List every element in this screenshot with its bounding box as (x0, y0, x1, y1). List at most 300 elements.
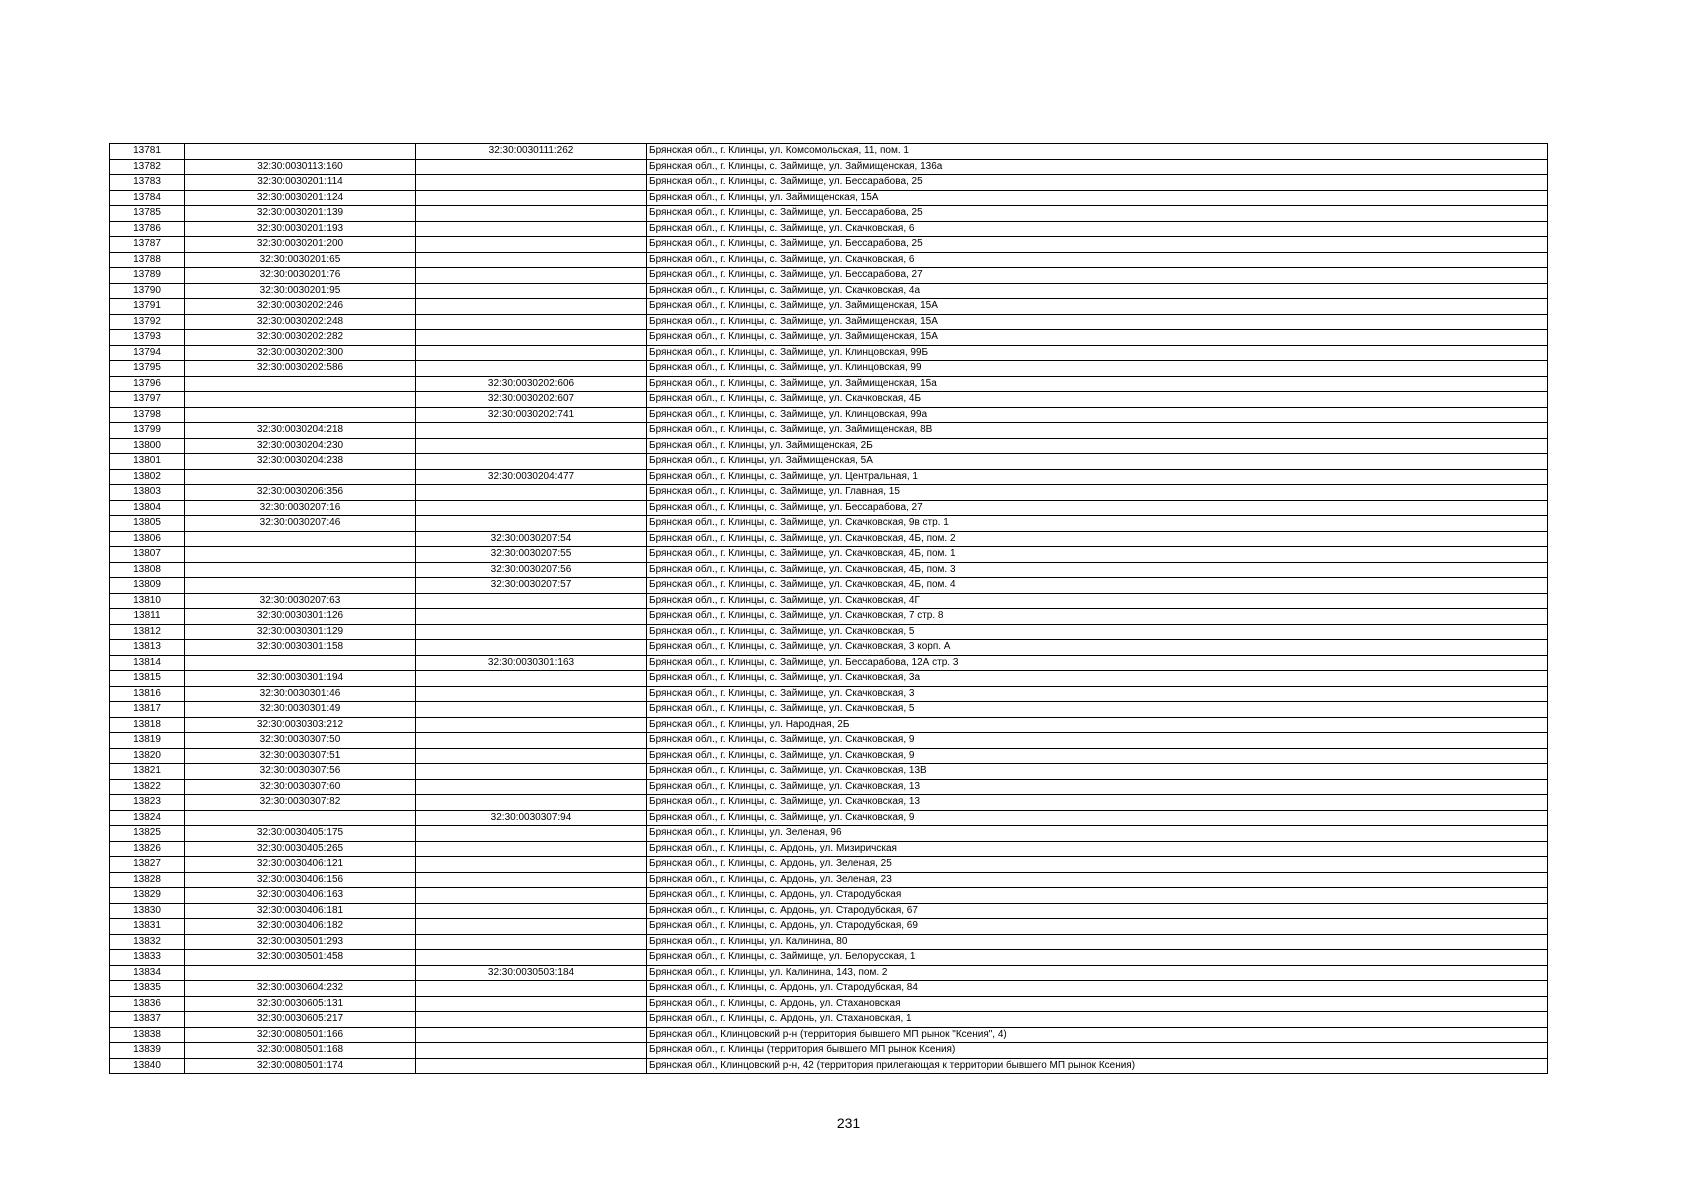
row-number-cell: 13794 (110, 345, 185, 361)
table-row (110, 175, 1548, 191)
cadastral-number-alt-cell (416, 764, 647, 780)
cadastral-number-cell: 32:30:0030202:300 (185, 345, 416, 361)
address-cell: Брянская обл., г. Клинцы, с. Займище, ул. Займищенская, 136а (647, 159, 1548, 175)
cadastral-number-cell: 32:30:0030113:160 (185, 159, 416, 175)
cadastral-number-cell (185, 655, 416, 671)
cadastral-number-cell: 32:30:0030406:181 (185, 903, 416, 919)
row-number-cell: 13834 (110, 965, 185, 981)
cadastral-number-cell: 32:30:0030204:238 (185, 454, 416, 470)
row-number-cell: 13785 (110, 206, 185, 222)
cadastral-number-cell: 32:30:0030207:63 (185, 593, 416, 609)
address-cell: Брянская обл., г. Клинцы, с. Займище, ул. Бессарабова, 25 (647, 175, 1548, 191)
address-cell: Брянская обл., г. Клинцы, с. Займище, ул. Скачковская, 5 (647, 702, 1548, 718)
table-row (110, 144, 1548, 160)
cadastral-number-cell (185, 547, 416, 563)
cadastral-number-cell (185, 562, 416, 578)
cadastral-number-cell: 32:30:0030201:114 (185, 175, 416, 191)
table-row (110, 686, 1548, 702)
cadastral-number-cell: 32:30:0080501:174 (185, 1058, 416, 1074)
cadastral-number-cell: 32:30:0030604:232 (185, 981, 416, 997)
table-row (110, 578, 1548, 594)
cadastral-number-cell: 32:30:0030201:95 (185, 283, 416, 299)
address-cell: Брянская обл., г. Клинцы, с. Ардонь, ул. Стародубская (647, 888, 1548, 904)
cadastral-number-cell: 32:30:0030301:129 (185, 624, 416, 640)
cadastral-number-alt-cell (416, 485, 647, 501)
table-row (110, 206, 1548, 222)
cadastral-number-cell: 32:30:0030207:16 (185, 500, 416, 516)
table-row (110, 593, 1548, 609)
table-row (110, 1058, 1548, 1074)
row-number-cell: 13838 (110, 1027, 185, 1043)
table-row (110, 438, 1548, 454)
table-row (110, 934, 1548, 950)
row-number-cell: 13787 (110, 237, 185, 253)
address-cell: Брянская обл., г. Клинцы, с. Ардонь, ул. Стахановская, 1 (647, 1012, 1548, 1028)
table-row (110, 1027, 1548, 1043)
table-row (110, 268, 1548, 284)
cadastral-number-cell: 32:30:0030201:76 (185, 268, 416, 284)
table-row (110, 748, 1548, 764)
address-cell: Брянская обл., г. Клинцы, с. Займище, ул. Скачковская, 4Б, пом. 2 (647, 531, 1548, 547)
cadastral-number-alt-cell (416, 872, 647, 888)
address-cell: Брянская обл., г. Клинцы, с. Ардонь, ул. Стахановская (647, 996, 1548, 1012)
table-row (110, 640, 1548, 656)
table-row (110, 1043, 1548, 1059)
cadastral-number-cell (185, 578, 416, 594)
cadastral-number-alt-cell (416, 516, 647, 532)
cadastral-number-alt-cell (416, 159, 647, 175)
address-cell: Брянская обл., г. Клинцы, с. Займище, ул. Скачковская, 4Г (647, 593, 1548, 609)
table-row (110, 485, 1548, 501)
table-row (110, 733, 1548, 749)
cadastral-number-alt-cell (416, 438, 647, 454)
table-row (110, 407, 1548, 423)
cadastral-number-alt-cell (416, 903, 647, 919)
cadastral-number-alt-cell: 32:30:0030202:741 (416, 407, 647, 423)
cadastral-number-alt-cell: 32:30:0030301:163 (416, 655, 647, 671)
address-cell: Брянская обл., г. Клинцы, с. Займище, ул. Бессарабова, 25 (647, 206, 1548, 222)
address-cell: Брянская обл., г. Клинцы, с. Займище, ул. Бессарабова, 27 (647, 500, 1548, 516)
cadastral-number-alt-cell (416, 345, 647, 361)
cadastral-number-alt-cell (416, 361, 647, 377)
cadastral-number-alt-cell: 32:30:0030202:606 (416, 376, 647, 392)
row-number-cell: 13816 (110, 686, 185, 702)
cadastral-number-cell: 32:30:0030201:200 (185, 237, 416, 253)
table-row (110, 361, 1548, 377)
address-cell: Брянская обл., г. Клинцы, с. Займище, ул. Займищенская, 8В (647, 423, 1548, 439)
row-number-cell: 13782 (110, 159, 185, 175)
cadastral-number-alt-cell (416, 779, 647, 795)
cadastral-number-alt-cell (416, 330, 647, 346)
address-cell: Брянская обл., г. Клинцы, ул. Займищенская, 15А (647, 190, 1548, 206)
cadastral-number-cell: 32:30:0030406:121 (185, 857, 416, 873)
table-row (110, 500, 1548, 516)
row-number-cell: 13797 (110, 392, 185, 408)
address-cell: Брянская обл., г. Клинцы, ул. Займищенская, 5А (647, 454, 1548, 470)
table-row (110, 314, 1548, 330)
address-cell: Брянская обл., г. Клинцы, с. Займище, ул. Клинцовская, 99а (647, 407, 1548, 423)
page-number: 231 (836, 1115, 861, 1131)
cadastral-number-alt-cell (416, 175, 647, 191)
address-cell: Брянская обл., г. Клинцы, с. Займище, ул. Скачковская, 7 стр. 8 (647, 609, 1548, 625)
cadastral-number-alt-cell (416, 237, 647, 253)
row-number-cell: 13789 (110, 268, 185, 284)
cadastral-number-alt-cell (416, 733, 647, 749)
cadastral-number-alt-cell: 32:30:0030202:607 (416, 392, 647, 408)
registry-table (109, 143, 1548, 1074)
address-cell: Брянская обл., г. Клинцы, с. Займище, ул. Займищенская, 15А (647, 314, 1548, 330)
registry-table-body (110, 144, 1548, 1074)
row-number-cell: 13835 (110, 981, 185, 997)
row-number-cell: 13801 (110, 454, 185, 470)
table-row (110, 423, 1548, 439)
row-number-cell: 13833 (110, 950, 185, 966)
address-cell: Брянская обл., г. Клинцы, с. Займище, ул. Клинцовская, 99Б (647, 345, 1548, 361)
row-number-cell: 13811 (110, 609, 185, 625)
cadastral-number-cell: 32:30:0030406:156 (185, 872, 416, 888)
cadastral-number-alt-cell (416, 919, 647, 935)
cadastral-number-alt-cell (416, 283, 647, 299)
table-row (110, 857, 1548, 873)
table-row (110, 671, 1548, 687)
cadastral-number-cell: 32:30:0030301:126 (185, 609, 416, 625)
cadastral-number-alt-cell (416, 857, 647, 873)
table-row (110, 454, 1548, 470)
address-cell: Брянская обл., г. Клинцы, с. Займище, ул. Белорусская, 1 (647, 950, 1548, 966)
cadastral-number-cell: 32:30:0030201:65 (185, 252, 416, 268)
row-number-cell: 13799 (110, 423, 185, 439)
address-cell: Брянская обл., г. Клинцы, с. Займище, ул. Центральная, 1 (647, 469, 1548, 485)
address-cell: Брянская обл., г. Клинцы, с. Займище, ул. Скачковская, 4Б, пом. 1 (647, 547, 1548, 563)
cadastral-number-alt-cell (416, 206, 647, 222)
address-cell: Брянская обл., г. Клинцы, с. Займище, ул. Скачковская, 4а (647, 283, 1548, 299)
row-number-cell: 13821 (110, 764, 185, 780)
cadastral-number-alt-cell (416, 500, 647, 516)
table-row (110, 237, 1548, 253)
address-cell: Брянская обл., Клинцовский р-н (территория бывшего МП рынок "Ксения", 4) (647, 1027, 1548, 1043)
address-cell: Брянская обл., г. Клинцы, с. Займище, ул. Скачковская, 9 (647, 733, 1548, 749)
address-cell: Брянская обл., г. Клинцы, с. Займище, ул. Скачковская, 6 (647, 252, 1548, 268)
address-cell: Брянская обл., г. Клинцы, с. Займище, ул. Скачковская, 4Б, пом. 4 (647, 578, 1548, 594)
cadastral-number-alt-cell (416, 1012, 647, 1028)
address-cell: Брянская обл., г. Клинцы (территория бывшего МП рынок Ксения) (647, 1043, 1548, 1059)
address-cell: Брянская обл., г. Клинцы, с. Ардонь, ул. Зеленая, 25 (647, 857, 1548, 873)
cadastral-number-cell (185, 469, 416, 485)
address-cell: Брянская обл., г. Клинцы, с. Ардонь, ул. Мизиричская (647, 841, 1548, 857)
row-number-cell: 13828 (110, 872, 185, 888)
address-cell: Брянская обл., г. Клинцы, ул. Калинина, 143, пом. 2 (647, 965, 1548, 981)
cadastral-number-alt-cell (416, 221, 647, 237)
table-row (110, 1012, 1548, 1028)
row-number-cell: 13830 (110, 903, 185, 919)
table-row (110, 624, 1548, 640)
row-number-cell: 13829 (110, 888, 185, 904)
row-number-cell: 13823 (110, 795, 185, 811)
row-number-cell: 13840 (110, 1058, 185, 1074)
table-row (110, 717, 1548, 733)
cadastral-number-alt-cell: 32:30:0030503:184 (416, 965, 647, 981)
row-number-cell: 13826 (110, 841, 185, 857)
address-cell: Брянская обл., г. Клинцы, с. Займище, ул. Скачковская, 4Б, пом. 3 (647, 562, 1548, 578)
table-row (110, 221, 1548, 237)
cadastral-number-cell: 32:30:0030405:175 (185, 826, 416, 842)
address-cell: Брянская обл., г. Клинцы, с. Ардонь, ул. Стародубская, 69 (647, 919, 1548, 935)
table-row (110, 981, 1548, 997)
row-number-cell: 13820 (110, 748, 185, 764)
address-cell: Брянская обл., г. Клинцы, с. Займище, ул. Скачковская, 9в стр. 1 (647, 516, 1548, 532)
row-number-cell: 13804 (110, 500, 185, 516)
table-row (110, 190, 1548, 206)
cadastral-number-alt-cell (416, 795, 647, 811)
row-number-cell: 13807 (110, 547, 185, 563)
cadastral-number-alt-cell (416, 190, 647, 206)
address-cell: Брянская обл., г. Клинцы, с. Займище, ул. Скачковская, 6 (647, 221, 1548, 237)
table-row (110, 283, 1548, 299)
table-row (110, 562, 1548, 578)
cadastral-number-alt-cell (416, 686, 647, 702)
cadastral-number-cell: 32:30:0030201:124 (185, 190, 416, 206)
row-number-cell: 13783 (110, 175, 185, 191)
address-cell: Брянская обл., г. Клинцы, с. Займище, ул. Скачковская, 13В (647, 764, 1548, 780)
row-number-cell: 13793 (110, 330, 185, 346)
cadastral-number-alt-cell (416, 748, 647, 764)
row-number-cell: 13822 (110, 779, 185, 795)
cadastral-number-cell: 32:30:0030202:248 (185, 314, 416, 330)
cadastral-number-alt-cell: 32:30:0030111:262 (416, 144, 647, 160)
cadastral-number-cell (185, 531, 416, 547)
row-number-cell: 13812 (110, 624, 185, 640)
cadastral-number-cell: 32:30:0030206:356 (185, 485, 416, 501)
table-row (110, 609, 1548, 625)
row-number-cell: 13800 (110, 438, 185, 454)
cadastral-number-cell: 32:30:0030307:56 (185, 764, 416, 780)
address-cell: Брянская обл., г. Клинцы, с. Ардонь, ул. Зеленая, 23 (647, 872, 1548, 888)
table-row (110, 919, 1548, 935)
row-number-cell: 13784 (110, 190, 185, 206)
cadastral-number-cell: 32:30:0030406:163 (185, 888, 416, 904)
row-number-cell: 13836 (110, 996, 185, 1012)
cadastral-number-cell: 32:30:0030301:158 (185, 640, 416, 656)
cadastral-number-cell: 32:30:0030307:50 (185, 733, 416, 749)
address-cell: Брянская обл., г. Клинцы, с. Займище, ул. Займищенская, 15А (647, 299, 1548, 315)
cadastral-number-cell: 32:30:0030406:182 (185, 919, 416, 935)
table-row (110, 345, 1548, 361)
table-row (110, 826, 1548, 842)
cadastral-number-alt-cell (416, 314, 647, 330)
cadastral-number-alt-cell (416, 593, 647, 609)
address-cell: Брянская обл., г. Клинцы, с. Ардонь, ул. Стародубская, 67 (647, 903, 1548, 919)
table-row (110, 996, 1548, 1012)
row-number-cell: 13825 (110, 826, 185, 842)
cadastral-number-cell (185, 407, 416, 423)
cadastral-number-cell: 32:30:0080501:166 (185, 1027, 416, 1043)
cadastral-number-alt-cell (416, 624, 647, 640)
cadastral-number-alt-cell: 32:30:0030207:54 (416, 531, 647, 547)
cadastral-number-alt-cell (416, 996, 647, 1012)
cadastral-number-cell: 32:30:0080501:168 (185, 1043, 416, 1059)
table-row (110, 252, 1548, 268)
address-cell: Брянская обл., г. Клинцы, с. Займище, ул. Клинцовская, 99 (647, 361, 1548, 377)
row-number-cell: 13798 (110, 407, 185, 423)
cadastral-number-alt-cell (416, 299, 647, 315)
table-row (110, 795, 1548, 811)
row-number-cell: 13817 (110, 702, 185, 718)
cadastral-number-cell: 32:30:0030405:265 (185, 841, 416, 857)
row-number-cell: 13791 (110, 299, 185, 315)
table-row (110, 764, 1548, 780)
table-row (110, 516, 1548, 532)
row-number-cell: 13819 (110, 733, 185, 749)
cadastral-number-alt-cell: 32:30:0030207:55 (416, 547, 647, 563)
cadastral-number-cell: 32:30:0030301:46 (185, 686, 416, 702)
table-row (110, 330, 1548, 346)
table-row (110, 950, 1548, 966)
address-cell: Брянская обл., г. Клинцы, ул. Займищенская, 2Б (647, 438, 1548, 454)
address-cell: Брянская обл., г. Клинцы, с. Займище, ул. Скачковская, 3 корп. А (647, 640, 1548, 656)
row-number-cell: 13810 (110, 593, 185, 609)
table-row (110, 299, 1548, 315)
table-row (110, 903, 1548, 919)
cadastral-number-alt-cell (416, 1027, 647, 1043)
row-number-cell: 13788 (110, 252, 185, 268)
cadastral-number-alt-cell (416, 841, 647, 857)
address-cell: Брянская обл., г. Клинцы, ул. Зеленая, 96 (647, 826, 1548, 842)
row-number-cell: 13827 (110, 857, 185, 873)
row-number-cell: 13832 (110, 934, 185, 950)
table-row (110, 531, 1548, 547)
cadastral-number-cell: 32:30:0030202:246 (185, 299, 416, 315)
address-cell: Брянская обл., г. Клинцы, с. Займище, ул. Скачковская, 5 (647, 624, 1548, 640)
row-number-cell: 13808 (110, 562, 185, 578)
row-number-cell: 13803 (110, 485, 185, 501)
row-number-cell: 13837 (110, 1012, 185, 1028)
row-number-cell: 13786 (110, 221, 185, 237)
cadastral-number-cell: 32:30:0030202:586 (185, 361, 416, 377)
address-cell: Брянская обл., г. Клинцы, с. Займище, ул. Скачковская, 3а (647, 671, 1548, 687)
address-cell: Брянская обл., г. Клинцы, с. Займище, ул. Займищенская, 15А (647, 330, 1548, 346)
cadastral-number-alt-cell (416, 934, 647, 950)
address-cell: Брянская обл., г. Клинцы, с. Займище, ул. Бессарабова, 27 (647, 268, 1548, 284)
row-number-cell: 13813 (110, 640, 185, 656)
cadastral-number-alt-cell (416, 671, 647, 687)
address-cell: Брянская обл., г. Клинцы, с. Займище, ул. Главная, 15 (647, 485, 1548, 501)
address-cell: Брянская обл., г. Клинцы, с. Займище, ул. Займищенская, 15а (647, 376, 1548, 392)
table-row (110, 965, 1548, 981)
row-number-cell: 13814 (110, 655, 185, 671)
address-cell: Брянская обл., г. Клинцы, ул. Комсомольская, 11, пом. 1 (647, 144, 1548, 160)
cadastral-number-alt-cell: 32:30:0030307:94 (416, 810, 647, 826)
cadastral-number-cell: 32:30:0030201:139 (185, 206, 416, 222)
row-number-cell: 13839 (110, 1043, 185, 1059)
cadastral-number-cell: 32:30:0030307:60 (185, 779, 416, 795)
cadastral-number-cell: 32:30:0030605:131 (185, 996, 416, 1012)
row-number-cell: 13795 (110, 361, 185, 377)
row-number-cell: 13824 (110, 810, 185, 826)
table-row (110, 810, 1548, 826)
table-row (110, 159, 1548, 175)
cadastral-number-alt-cell (416, 702, 647, 718)
address-cell: Брянская обл., г. Клинцы, ул. Народная, 2Б (647, 717, 1548, 733)
address-cell: Брянская обл., г. Клинцы, с. Займище, ул. Скачковская, 3 (647, 686, 1548, 702)
cadastral-number-cell: 32:30:0030307:51 (185, 748, 416, 764)
table-row (110, 376, 1548, 392)
cadastral-number-cell (185, 144, 416, 160)
cadastral-number-cell: 32:30:0030204:230 (185, 438, 416, 454)
table-row (110, 702, 1548, 718)
cadastral-number-cell: 32:30:0030207:46 (185, 516, 416, 532)
address-cell: Брянская обл., г. Клинцы, с. Ардонь, ул. Стародубская, 84 (647, 981, 1548, 997)
table-row (110, 779, 1548, 795)
cadastral-number-alt-cell (416, 717, 647, 733)
cadastral-number-cell: 32:30:0030307:82 (185, 795, 416, 811)
address-cell: Брянская обл., г. Клинцы, с. Займище, ул. Бессарабова, 12А стр. 3 (647, 655, 1548, 671)
cadastral-number-alt-cell: 32:30:0030207:57 (416, 578, 647, 594)
cadastral-number-cell: 32:30:0030301:49 (185, 702, 416, 718)
row-number-cell: 13792 (110, 314, 185, 330)
address-cell: Брянская обл., г. Клинцы, с. Займище, ул. Скачковская, 9 (647, 748, 1548, 764)
cadastral-number-cell: 32:30:0030204:218 (185, 423, 416, 439)
row-number-cell: 13796 (110, 376, 185, 392)
cadastral-number-alt-cell (416, 609, 647, 625)
row-number-cell: 13831 (110, 919, 185, 935)
address-cell: Брянская обл., г. Клинцы, ул. Калинина, 80 (647, 934, 1548, 950)
address-cell: Брянская обл., Клинцовский р-н, 42 (территория прилегающая к территории бывшего МП рынок Ксения) (647, 1058, 1548, 1074)
cadastral-number-alt-cell (416, 1043, 647, 1059)
address-cell: Брянская обл., г. Клинцы, с. Займище, ул. Скачковская, 13 (647, 795, 1548, 811)
row-number-cell: 13781 (110, 144, 185, 160)
cadastral-number-alt-cell (416, 423, 647, 439)
cadastral-number-cell: 32:30:0030201:193 (185, 221, 416, 237)
row-number-cell: 13818 (110, 717, 185, 733)
address-cell: Брянская обл., г. Клинцы, с. Займище, ул. Скачковская, 9 (647, 810, 1548, 826)
table-row (110, 841, 1548, 857)
cadastral-number-alt-cell (416, 1058, 647, 1074)
row-number-cell: 13802 (110, 469, 185, 485)
cadastral-number-alt-cell (416, 268, 647, 284)
table-row (110, 469, 1548, 485)
row-number-cell: 13815 (110, 671, 185, 687)
cadastral-number-cell (185, 376, 416, 392)
table-row (110, 655, 1548, 671)
row-number-cell: 13805 (110, 516, 185, 532)
cadastral-number-cell: 32:30:0030303:212 (185, 717, 416, 733)
table-row (110, 888, 1548, 904)
row-number-cell: 13809 (110, 578, 185, 594)
cadastral-number-alt-cell (416, 640, 647, 656)
cadastral-number-cell: 32:30:0030605:217 (185, 1012, 416, 1028)
cadastral-number-alt-cell (416, 888, 647, 904)
cadastral-number-cell: 32:30:0030501:293 (185, 934, 416, 950)
cadastral-number-cell (185, 965, 416, 981)
cadastral-number-cell (185, 810, 416, 826)
cadastral-number-alt-cell: 32:30:0030207:56 (416, 562, 647, 578)
address-cell: Брянская обл., г. Клинцы, с. Займище, ул. Бессарабова, 25 (647, 237, 1548, 253)
cadastral-number-alt-cell (416, 826, 647, 842)
address-cell: Брянская обл., г. Клинцы, с. Займище, ул. Скачковская, 13 (647, 779, 1548, 795)
table-row (110, 392, 1548, 408)
cadastral-number-cell: 32:30:0030501:458 (185, 950, 416, 966)
table-row (110, 547, 1548, 563)
cadastral-number-cell (185, 392, 416, 408)
cadastral-number-cell: 32:30:0030202:282 (185, 330, 416, 346)
cadastral-number-alt-cell: 32:30:0030204:477 (416, 469, 647, 485)
cadastral-number-alt-cell (416, 950, 647, 966)
cadastral-number-alt-cell (416, 252, 647, 268)
row-number-cell: 13790 (110, 283, 185, 299)
cadastral-number-cell: 32:30:0030301:194 (185, 671, 416, 687)
table-row (110, 872, 1548, 888)
cadastral-number-alt-cell (416, 981, 647, 997)
